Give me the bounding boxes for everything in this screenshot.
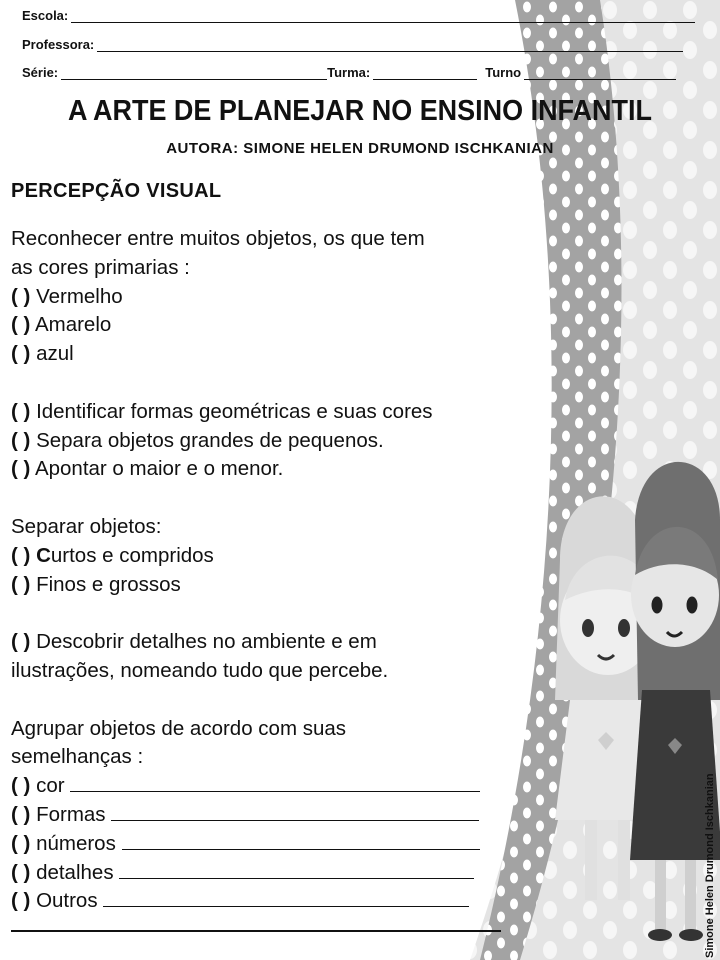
checkbox-paren[interactable]: ( ) [11, 428, 31, 452]
checkbox-item [11, 398, 531, 427]
intro-text: as cores primarias : [11, 255, 190, 279]
author-signature: Simone Helen Drumond Ischkanian [704, 773, 716, 958]
checkbox-paren[interactable]: ( ) [11, 860, 31, 884]
answer-line[interactable] [122, 831, 480, 850]
checkbox-item [11, 542, 531, 571]
item-label: Outros [36, 889, 98, 913]
item-label: Amarelo [34, 313, 112, 337]
checkbox-paren[interactable]: ( ) [11, 889, 31, 913]
item-label: azul [36, 342, 74, 366]
class-line [373, 67, 477, 80]
checkbox-item [11, 801, 531, 830]
item-label: Formas [36, 802, 106, 826]
worksheet-body [11, 225, 531, 932]
item-label: Descobrir detalhes no ambiente e em [36, 630, 377, 654]
teacher-field-row [22, 37, 683, 52]
answer-line[interactable] [111, 802, 479, 821]
checkbox-item [11, 455, 531, 484]
intro-text: Reconhecer entre muitos objetos, os que tem [11, 227, 425, 250]
item-label: Vermelho [36, 284, 123, 308]
answer-line[interactable] [70, 773, 480, 792]
item-label: números [36, 831, 116, 855]
item-label: Apontar o maior e o menor. [34, 457, 284, 481]
checkbox-paren[interactable]: ( ) [11, 399, 31, 423]
checkbox-item [11, 340, 531, 369]
checkbox-paren[interactable]: ( ) [11, 831, 31, 855]
checkbox-paren[interactable]: ( ) [11, 457, 31, 481]
item-label: Finos e grossos [36, 572, 181, 596]
checkbox-paren[interactable]: ( ) [11, 630, 31, 654]
intro-text: semelhanças : [11, 745, 144, 769]
answer-line[interactable] [103, 888, 469, 907]
item-label: Identificar formas geométricas e suas cores [36, 399, 433, 423]
section-title: PERCEPÇÃO VISUAL [11, 180, 222, 202]
answer-line[interactable] [119, 860, 474, 879]
checkbox-item [11, 283, 531, 312]
intro-text: Separar objetos: [11, 514, 162, 538]
checkbox-item [11, 772, 531, 801]
shift-label: Turno [485, 65, 522, 80]
shift-line [524, 67, 676, 80]
checkbox-paren[interactable]: ( ) [11, 572, 31, 596]
grade-line [61, 67, 327, 80]
checkbox-paren[interactable]: ( ) [11, 284, 31, 308]
checkbox-item [11, 830, 531, 859]
item-label-bold-letter: C [36, 543, 51, 567]
page-title: A ARTE DE PLANEJAR NO ENSINO INFANTIL [68, 95, 652, 127]
school-line [71, 10, 695, 23]
checkbox-item [11, 311, 531, 340]
item-label-continuation: ilustrações, nomeando tudo que percebe. [11, 658, 389, 682]
checkbox-paren[interactable]: ( ) [11, 802, 31, 826]
item-label: urtos e compridos [50, 543, 214, 567]
answer-line-full[interactable] [11, 916, 501, 932]
checkbox-item [11, 427, 531, 456]
checkbox-item [11, 887, 531, 916]
grade-field-row [22, 65, 676, 80]
school-label: Escola: [22, 8, 69, 23]
item-label: Separa objetos grandes de pequenos. [36, 428, 384, 452]
teacher-line [97, 39, 683, 52]
checkbox-paren[interactable]: ( ) [11, 313, 31, 337]
checkbox-item [11, 571, 531, 600]
school-field-row [22, 8, 695, 23]
checkbox-paren[interactable]: ( ) [11, 342, 31, 366]
intro-text: Agrupar objetos de acordo com suas [11, 716, 347, 740]
class-label: Turma: [327, 65, 371, 80]
author-line: AUTORA: SIMONE HELEN DRUMOND ISCHKANIAN [166, 140, 554, 157]
teacher-label: Professora: [22, 37, 95, 52]
checkbox-item [11, 628, 531, 657]
checkbox-paren[interactable]: ( ) [11, 543, 31, 567]
checkbox-item [11, 859, 531, 888]
grade-label: Série: [22, 65, 59, 80]
item-label: cor [36, 774, 65, 798]
item-label: detalhes [36, 860, 114, 884]
checkbox-paren[interactable]: ( ) [11, 774, 31, 798]
